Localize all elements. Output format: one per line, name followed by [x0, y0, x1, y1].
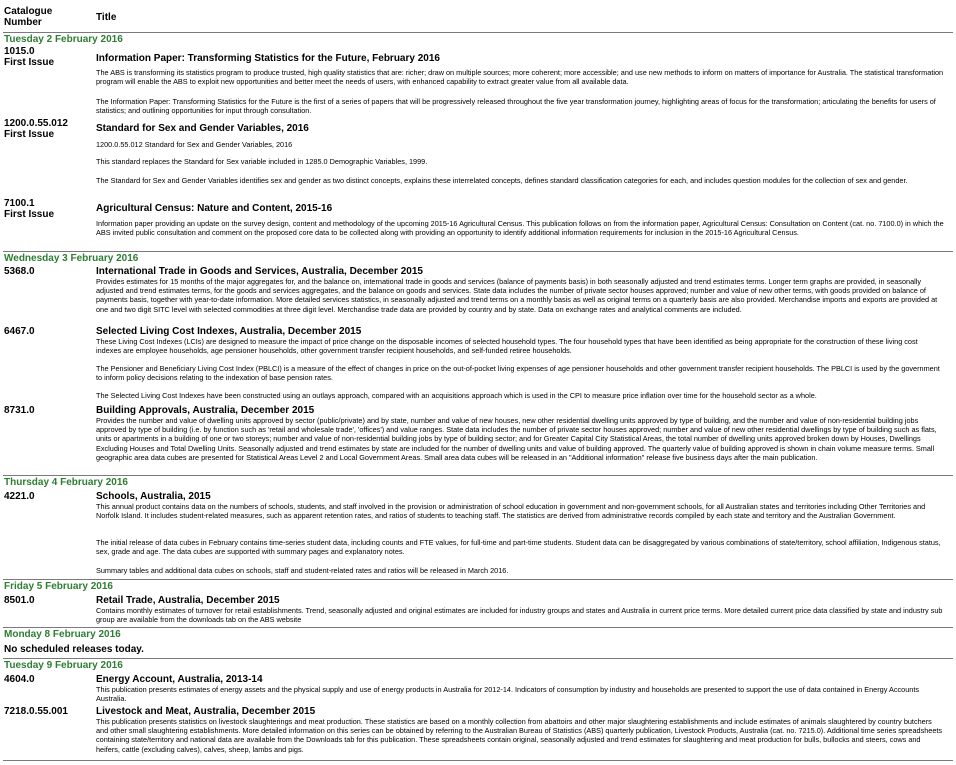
- release-description: The Information Paper: Transforming Statistics for the Future is the first of a series of papers that will be progressively released throughout the five year transformation journey, highlighting areas of focus for the transformation; articulating the benefits for users of statistics; and outlining opportunities for input through consultation.: [96, 97, 936, 116]
- first-issue-label: First Issue: [4, 57, 55, 68]
- release-description: This publication presents estimates of energy assets and the physical supply and use of energy products in Australia for 2012-14. Indicators of consumption by industry and households are presented to support the use of data contained in Energy Accounts Australia.: [96, 685, 920, 704]
- catalogue-number: 8731.0: [4, 405, 35, 416]
- release-title[interactable]: International Trade in Goods and Services, Australia, December 2015: [96, 266, 423, 277]
- catalogue-number: 1200.0.55.012: [4, 118, 68, 129]
- release-title[interactable]: Livestock and Meat, Australia, December 2015: [96, 706, 316, 717]
- title-header: Title: [96, 12, 117, 23]
- release-description: Provides estimates for 15 months of the major aggregates for, and the balance on, international trade in goods and services (balance of payments basis) in both seasonally adjusted and trend estimates terms. Longer term graphs are provided, in seasonally adjusted and trend estimates terms, for the goods and services aggregates, and the balance on goods and services. State data includes the number of private sector houses approved; number and value of new other terms, with goods provided on balance of payments basis, together with year-to-date information. More detailed services statistics, in seasonally adjusted and trend terms on a monthly basis as well as original terms on a quarterly basis are also provided. Merchandise imports and exports are provided at one and two digit SITC level with selected commodities at three digit level. Merchandise trade data are provided by country and by state. Data on exchange rates and analytical comments are included.: [96, 277, 938, 314]
- release-description: Provides the number and value of dwelling units approved by sector (public/private) and by state, number and value of new houses, new other residential dwelling units approved by type of building, and the number and value of non-residential building jobs approved by type of building (i.e. by function such as 'retail and wholesale trade', 'offices') and value ranges. State data includes the number of private sector houses approved; number and value of new other residential dwellings by type of building such as flats, units or apartments in a building of one or two storeys; number and value of non-residential building jobs by type of building sector; and for Greater Capital City Statistical Areas, the total number of dwelling units approved broken down by Houses, Dwellings Excluding Houses and Total Dwelling Units. Seasonally adjusted and trend estimates by state are included for the number of dwelling units and value of building approved. The quarterly value of building approved is shown in chain volume measure terms. Small geographic area data cubes are presented for Statistical Areas Level 2 and Local Government Areas. Small area data cubes will be released in an "Additional information" release five business days after the main publication.: [96, 416, 937, 462]
- day-row: [3, 251, 953, 264]
- release-description: These Living Cost Indexes (LCIs) are designed to measure the impact of price change on the disposable incomes of selected household types. The four household types that have been identified as being appropriate for the construction of these living cost indexes are employee households, age pensioner households, other government transfer recipient households, and self-funded retiree households.: [96, 337, 918, 356]
- release-description: Summary tables and additional data cubes on schools, staff and student-related rates and ratios will be released in March 2016.: [96, 566, 509, 575]
- catalogue-number: 8501.0: [4, 595, 35, 606]
- day-row: [3, 627, 953, 640]
- release-description: This publication presents statistics on livestock slaughterings and meat production. These statistics are based on a monthly collection from abattoirs and other major slaughtering establishments and include estimates of animals slaughtered by country butchers and other small slaughtering establishments. More detailed information on this series can be obtained by referring to the Australian Bureau of Statistics (ABS) quarterly publication, Livestock Products, Australia (cat. no. 7215.0). Additional time series spreadsheets containing state/territory and national data are available from the Downloads tab for this publication. These spreadsheets contain original, seasonally adjusted and trend estimates for slaughtering and meat production for bulls, bullocks and steers, cows and heifers, cattle (excluding calves), calves, sheep, lambs and pigs.: [96, 717, 943, 754]
- catalogue-number: 6467.0: [4, 326, 35, 337]
- release-title[interactable]: Information Paper: Transforming Statistics for the Future, February 2016: [96, 53, 440, 64]
- day-heading: Wednesday 3 February 2016: [4, 253, 139, 264]
- release-description: Contains monthly estimates of turnover for retail establishments. Trend, seasonally adjusted and original estimates are included for industry groups and states and Australia in current price terms. More detailed current price data classified by state and industry sub group are available from the downloads tab on the ABS website: [96, 606, 943, 625]
- release-description: The initial release of data cubes in February contains time-series student data, including counts and FTE values, for full-time and part-time students. Student data can be disaggregated by various combinations of state/territory, school affiliation, Indigenous status, sex, grade and age. The data cubes are supported with summary pages and explanatory notes.: [96, 538, 941, 557]
- catalogue-number-header: Catalogue Number: [4, 6, 53, 28]
- catalogue-number: 7100.1: [4, 198, 35, 209]
- day-row: [3, 579, 953, 592]
- release-title[interactable]: Schools, Australia, 2015: [96, 491, 211, 502]
- release-title[interactable]: Selected Living Cost Indexes, Australia, December 2015: [96, 326, 362, 337]
- table-header: [4, 6, 952, 32]
- no-releases-note: No scheduled releases today.: [4, 644, 144, 655]
- day-row: [3, 658, 953, 671]
- release-description: The Pensioner and Beneficiary Living Cost Index (PBLCI) is a measure of the effect of changes in price on the out-of-pocket living expenses of age pensioner households and other government transfer recipient households. The PBLCI is used by the government to inform policy decisions relating to the indexation of base pension rates.: [96, 364, 940, 383]
- day-heading: Monday 8 February 2016: [4, 629, 121, 640]
- bottom-divider: [3, 760, 953, 761]
- release-description: The ABS is transforming its statistics program to produce trusted, high quality statistics that are: richer; draw on multiple sources; more coherent; more accessible; and use new methods to inform on matters of importance for Australia. The statistical transformation program will enable the ABS to exploit new opportunities and better meet the needs of users, with enhanced capability to extract greater value from all available data.: [96, 68, 944, 87]
- release-description: Information paper providing an update on the survey design, content and methodology of the upcoming 2015-16 Agricultural Census. This publication follows on from the information paper, Agricultural Census: Consultation on Content (cat. no. 7100.0) in which the ABS invited public consultation and comment on the proposed core data to be collected along with providing an opportunity to identify additional information requirements for inclusion in the 2015-16 Agricultural Census.: [96, 219, 944, 238]
- first-issue-label: First Issue: [4, 129, 55, 140]
- catalogue-number: 7218.0.55.001: [4, 706, 68, 717]
- day-row: [3, 475, 953, 488]
- catalogue-number: 1015.0: [4, 46, 35, 57]
- release-description: 1200.0.55.012 Standard for Sex and Gender Variables, 2016: [96, 140, 293, 149]
- release-title[interactable]: Retail Trade, Australia, December 2015: [96, 595, 280, 606]
- catalogue-number: 5368.0: [4, 266, 35, 277]
- first-issue-label: First Issue: [4, 209, 55, 220]
- day-heading: Tuesday 9 February 2016: [4, 660, 123, 671]
- catalogue-number: 4604.0: [4, 674, 35, 685]
- release-title[interactable]: Energy Account, Australia, 2013-14: [96, 674, 263, 685]
- day-heading: Thursday 4 February 2016: [4, 477, 128, 488]
- release-description: The Standard for Sex and Gender Variables identifies sex and gender as two distinct concepts, explains these interrelated concepts, defines standard classification categories for each, and includes question modules for the collection of sex and gender.: [96, 176, 908, 185]
- day-row: [3, 32, 953, 45]
- release-title[interactable]: Standard for Sex and Gender Variables, 2016: [96, 123, 309, 134]
- day-heading: Friday 5 February 2016: [4, 581, 113, 592]
- release-title[interactable]: Building Approvals, Australia, December 2015: [96, 405, 315, 416]
- release-description: The Selected Living Cost Indexes have been constructed using an outlays approach, compared with an acquisitions approach which is used in the CPI to measure price inflation over time for the household sector as a whole.: [96, 391, 817, 400]
- day-heading: Tuesday 2 February 2016: [4, 34, 123, 45]
- release-description: This annual product contains data on the numbers of schools, students, and staff involved in the provision or administration of school education in government and non-government schools, for all Australian states and territories including Other Territories and Norfolk Island. It includes student-related measures, such as apparent retention rates, and ratios of students to teaching staff. The statistics are derived from administrative records compiled by each state and territory and the Australian Government.: [96, 502, 926, 521]
- catalogue-number: 4221.0: [4, 491, 35, 502]
- release-title[interactable]: Agricultural Census: Nature and Content, 2015-16: [96, 203, 333, 214]
- release-description: This standard replaces the Standard for Sex variable included in 1285.0 Demographic Variables, 1999.: [96, 157, 428, 166]
